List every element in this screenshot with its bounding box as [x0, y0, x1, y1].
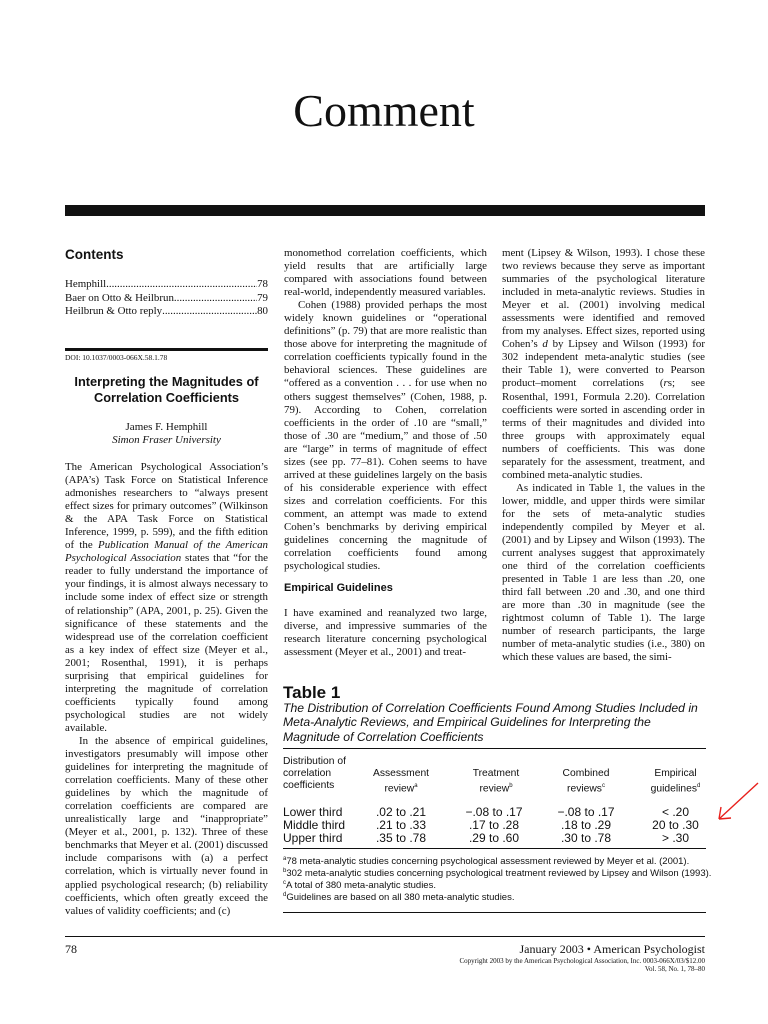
article-title: Interpreting the Magnitudes of Correlation Coefficients — [74, 374, 259, 405]
header-rule — [65, 205, 705, 216]
table-cell: Middle third — [283, 818, 346, 832]
footer-rule — [65, 936, 705, 937]
copyright-text: Copyright 2003 by the American Psychological Association, Inc. 0003-066X/03/$12.00 — [459, 957, 705, 965]
paragraph: In the absence of empirical guidelines, investigators presumably will impose other guidelines for interpreting the magnitude of correlation coefficients. Many of these other guidelines by which the magnitude of correlation coefficients are compared are unrealistically large and “inappropriate” (Meyer et al., 2001, p. 132). Three of these benchmarks that Meyer et al. (2001) discussed include comparisons with (a) a perfect correlation, which is virtually never found in applied psychological research; (b) reliability coefficients, which often greatly exceed the values of validity coefficients; and (c) — [65, 734, 268, 917]
table-cell: −.08 to .17 — [465, 805, 523, 819]
table-caption: The Distribution of Correlation Coefficients Found Among Studies Included in Meta-Analytic Reviews, and Empirical Guidelines for Interpreting the Magnitude of Correlation Coefficients — [283, 701, 698, 744]
toc-label: Hemphill — [65, 278, 107, 290]
contents-title: Contents — [65, 247, 124, 262]
copyright-line — [380, 957, 705, 973]
table-header: Treatment review$^b$ — [472, 768, 520, 795]
toc-page: 79 — [257, 292, 268, 304]
table-cell: .35 to .78 — [375, 831, 427, 845]
toc-leader — [106, 278, 257, 290]
table-cell: .29 to .60 — [468, 831, 520, 845]
table-footnote: $^b$302 meta-analytic studies concerning psychological treatment reviewed by Lipsey and Wilson (1993). — [283, 868, 712, 880]
table-cell: .30 to .78 — [560, 831, 612, 845]
toc-label: Heilbrun & Otto reply — [65, 305, 163, 317]
paragraph: The American Psychological Association’s (APA’s) Task Force on Statistical Inference admonishes researchers to “always present effect sizes for primary outcomes” (Wilkinson & the APA Task Force on Statistical Inference, 1999, p. 599), and the fifth edition of the Publication Manual of the American Psychological Association states that “for the reader to fully understand the importance of your findings, it is almost always necessary to include some index of effect size or strength of relationship” (APA, 2001, p. 25). Given the significance of these statements and the widespread use of the correlation coefficient as a key index of effect size (Meyer et al., 2001; Rosenthal, 1991), it is perhaps surprising that empirical guidelines for interpreting the magnitude of correlation coefficients typically found among psychological studies are not widely available. — [65, 461, 268, 734]
paragraph: As indicated in Table 1, the values in the lower, middle, and upper thirds were similar for the sets of meta-analytic studies independently compiled by Meyer et al. (2001) and by Lipsey and Wilson (1993). The current analyses suggest that approximately one third of the correlation coefficients presented in Table 1 are less than .20, one third fall between .20 and .30, and one third are more than .30 in magnitude (see the rightmost column of Table 1). The large number of research participants, the large number of meta-analytic studies (i.e., 380) on which these values are based, the simi- — [502, 481, 705, 664]
table-rule — [283, 748, 706, 749]
contents-rule — [65, 348, 268, 351]
column-2-body-lower — [284, 607, 487, 659]
table-footnote: $^c$A total of 380 meta-analytic studies. — [283, 880, 436, 892]
author-name: James F. Hemphill — [125, 421, 208, 433]
paragraph: I have examined and reanalyzed two large, diverse, and impressive summaries of the research literature concerning psychological assessment (Meyer et al., 2001) and treat- — [284, 607, 487, 659]
table-footnote: $^d$Guidelines are based on all 380 meta-analytic studies. — [283, 892, 515, 904]
table-cell: .17 to .28 — [468, 818, 520, 832]
column-2-body — [284, 247, 487, 573]
table-cell: .02 to .21 — [375, 805, 427, 819]
table-cell: .21 to .33 — [375, 818, 427, 832]
table-cell: Upper third — [283, 831, 343, 845]
table-cell: .18 to .29 — [560, 818, 612, 832]
table-cell: < .20 — [661, 805, 690, 819]
toc-leader — [162, 305, 257, 317]
toc-page: 80 — [257, 305, 268, 317]
toc-item[interactable] — [65, 292, 268, 304]
column-3-body — [502, 247, 705, 665]
table-label: Table 1 — [283, 683, 341, 702]
table-header: Empirical guidelines$^d$ — [650, 768, 701, 795]
page-title: Comment — [293, 85, 475, 136]
table-header: Distribution of correlation coefficients — [283, 756, 346, 791]
toc-page: 78 — [257, 278, 268, 290]
table-header: Combined reviews$^c$ — [562, 768, 610, 795]
table-cell: Lower third — [283, 805, 343, 819]
table-cell: −.08 to .17 — [557, 805, 615, 819]
table-rule — [283, 848, 706, 849]
toc-leader — [174, 292, 257, 304]
arrow-icon — [715, 781, 761, 823]
toc-label: Baer on Otto & Heilbrun — [65, 292, 174, 304]
table-cell: > .30 — [661, 831, 690, 845]
toc-item[interactable] — [65, 305, 268, 317]
paragraph: Cohen (1988) provided perhaps the most widely known guidelines or “operational definitions” (p. 79) that are more realistic than those above for interpreting the magnitude of correlation coefficients typically found in the behavioral sciences. These guidelines are “offered as a convention . . . for use when no others suggest themselves” (Cohen, 1988, p. 79). According to Cohen, correlation coefficients in the order of .10 are “small,” those of .30 are “medium,” and those of .50 are “large” in terms of magnitude of effect sizes (see pp. 77–81). Cohen seems to have arrived at these guidelines largely on the basis of his considerable experience with effect sizes and correlation coefficients. For this comment, an attempt was made to extend Cohen’s benchmarks by deriving empirical guidelines concerning the magnitude of correlation coefficients found among psychological studies. — [284, 299, 487, 573]
table-rule — [283, 912, 706, 913]
section-heading: Empirical Guidelines — [284, 582, 393, 594]
page-number: 78 — [65, 942, 77, 956]
column-1-body — [65, 461, 268, 918]
table-cell: 20 to .30 — [652, 818, 699, 832]
paragraph: ment (Lipsey & Wilson, 1993). I chose these two reviews because they serve as important summaries of the psychological literature included in meta-analytic reviews. Studies in Meyer et al. (2001) involving medical assessments were identified and removed from my analyses. Effect sizes, reported using Cohen’s d by Lipsey and Wilson (1993) for 302 independent meta-analytic studies (see their Table 1), were converted to Pearson product–moment correlations (rs; see Rosenthal, 1991, Formula 2.20). Correlation coefficients were sorted in ascending order in terms of their magnitudes and divided into three groups with approximately equal numbers of coefficients. This was done separately for the assessment, treatment, and combined meta-analytic studies. — [502, 247, 705, 481]
paragraph: monomethod correlation coefficients, which yield results that are artificially large compared with associations found between real-world, independently measured variables. — [284, 247, 487, 299]
table-footnote: $^a$78 meta-analytic studies concerning psychological assessment reviewed by Meyer et al. (2001). — [283, 856, 690, 868]
volume-text: Vol. 58, No. 1, 78–80 — [644, 965, 705, 973]
toc-item[interactable] — [65, 278, 268, 290]
doi-line: DOI: 10.1037/0003-066X.58.1.78 — [65, 353, 168, 362]
author-affiliation: Simon Fraser University — [112, 434, 221, 446]
journal-line: January 2003 • American Psychologist — [519, 942, 705, 956]
table-header: Assessment review$^a$ — [372, 768, 430, 795]
